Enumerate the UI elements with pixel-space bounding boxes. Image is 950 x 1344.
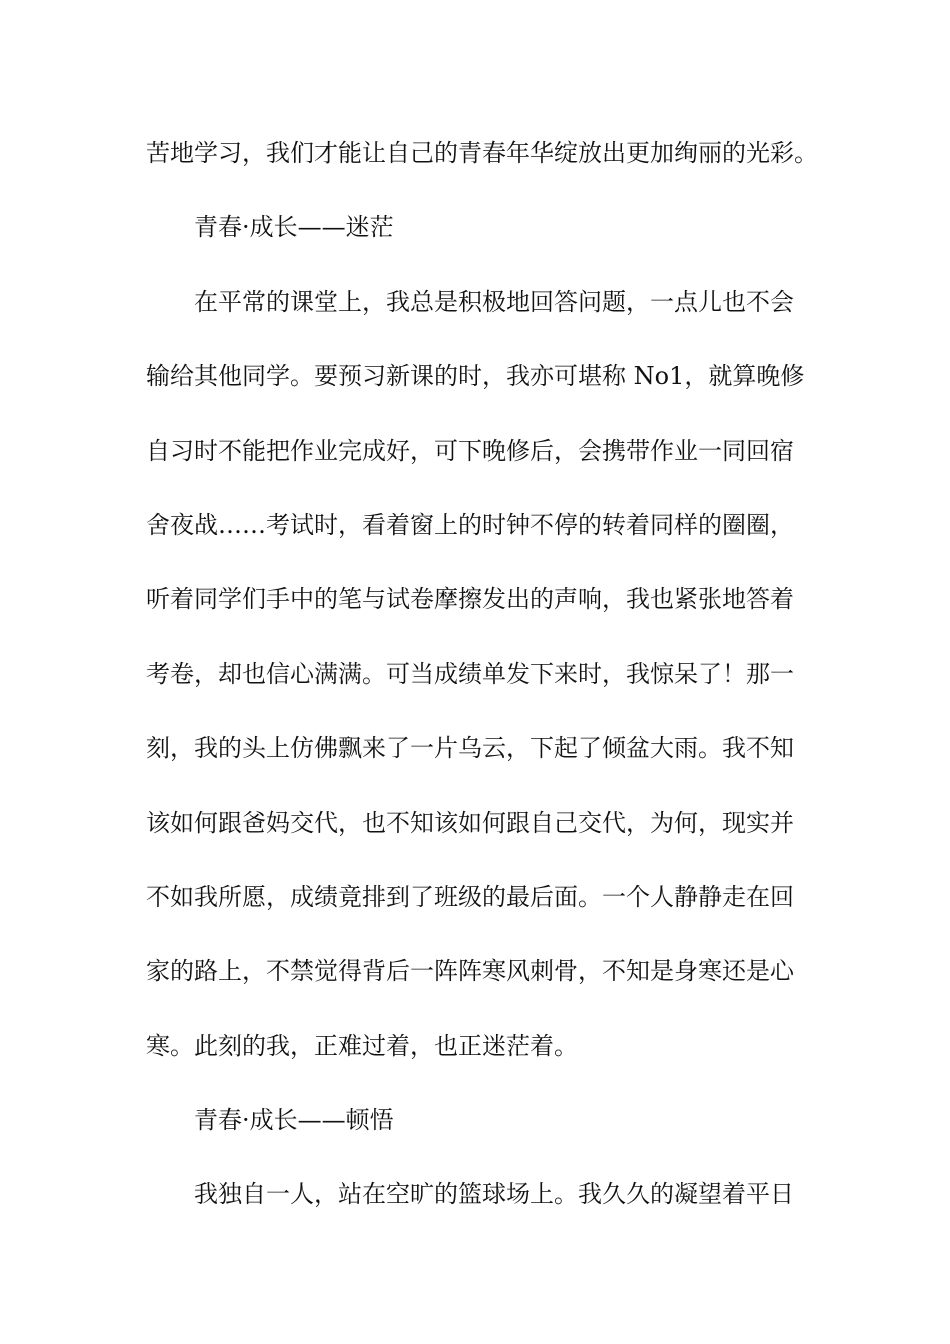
section-heading-epiphany: 青春·成长——顿悟 — [194, 1106, 394, 1135]
paragraph-line: 考卷，却也信心满满。可当成绩单发下来时，我惊呆了！那一 — [146, 659, 794, 688]
paragraph-line: 寒。此刻的我，正难过着，也正迷茫着。 — [146, 1031, 578, 1060]
paragraph-line: 刻，我的头上仿佛飘来了一片乌云，下起了倾盆大雨。我不知 — [146, 734, 794, 763]
paragraph-line: 家的路上，不禁觉得背后一阵阵寒风刺骨，不知是身寒还是心 — [146, 957, 794, 986]
paragraph-line: 舍夜战……考试时，看着窗上的时钟不停的转着同样的圈圈， — [146, 510, 794, 539]
paragraph-line: 听着同学们手中的笔与试卷摩擦发出的声响，我也紧张地答着 — [146, 585, 794, 614]
paragraph-line: 在平常的课堂上，我总是积极地回答问题，一点儿也不会 — [194, 287, 794, 316]
paragraph-line: 不如我所愿，成绩竟排到了班级的最后面。一个人静静走在回 — [146, 882, 794, 911]
paragraph-line: 苦地学习，我们才能让自己的青春年华绽放出更加绚丽的光彩。 — [146, 139, 818, 167]
paragraph-line: 我独自一人，站在空旷的篮球场上。我久久的凝望着平日 — [194, 1180, 794, 1209]
paragraph-line: 自习时不能把作业完成好，可下晚修后，会携带作业一同回宿 — [146, 436, 794, 465]
document-body — [146, 116, 816, 1232]
paragraph-line: 该如何跟爸妈交代，也不知该如何跟自己交代，为何，现实并 — [146, 808, 794, 837]
section-heading-confusion: 青春·成长——迷茫 — [194, 213, 394, 242]
paragraph-line: 输给其他同学。要预习新课的时，我亦可堪称 No1，就算晚修 — [146, 362, 805, 391]
